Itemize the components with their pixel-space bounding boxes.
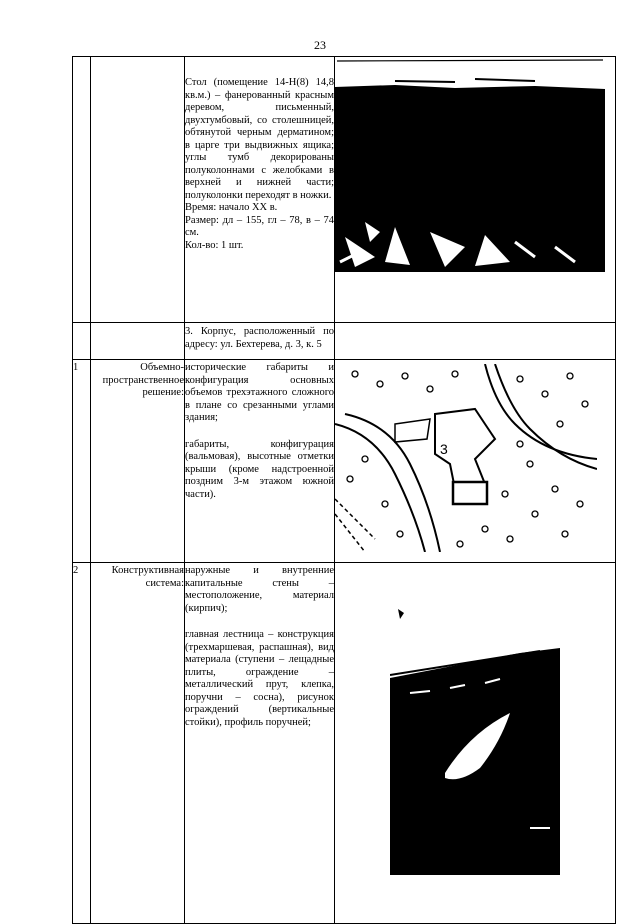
description-paragraph: габариты, конфигурация (вальмовая), высотные отметки крыши (кроме надстроенной поздним 3-м этажом южной части). <box>185 438 334 500</box>
row-number: 1 <box>73 360 91 563</box>
building-address: 3. Корпус, расположенный по адресу: ул. Бехтерева, д. 3, к. 5 <box>185 326 334 350</box>
image-cell <box>335 57 616 323</box>
desk-size: Размер: дл – 155, гл – 78, в – 74 см. <box>185 214 334 238</box>
element-description <box>185 563 335 924</box>
row-number <box>73 323 91 360</box>
desk-description: Стол (помещение 14-Н(8) 14,8 кв.м.) – фанерованный красным деревом, письменный, двухтумбовый, со столешницей, обтянутой черным дерматином; в царге три выдвижных ящика; углы тумб декорированы полуколоннами с желобками в верхней и нижней части; полуколонки переходят в ножки. <box>185 77 334 201</box>
element-name: Объемно-пространственное решение: <box>91 360 185 563</box>
element-description <box>185 57 335 323</box>
table-row <box>73 360 616 563</box>
table-row <box>73 563 616 924</box>
row-number <box>73 57 91 323</box>
image-cell <box>335 563 616 924</box>
staircase-photo <box>390 603 560 875</box>
table-row <box>73 57 616 323</box>
page-number: 23 <box>314 38 326 52</box>
element-description <box>185 360 335 563</box>
desk-quantity: Кол-во: 1 шт. <box>185 239 244 251</box>
row-number: 2 <box>73 563 91 924</box>
element-name <box>91 57 185 323</box>
image-cell <box>335 360 616 563</box>
element-name: Конструктивная система: <box>91 563 185 924</box>
table-row <box>73 323 616 360</box>
description-paragraph: исторические габариты и конфигурация основных объемов трехэтажного сложного в плане со срезанными углами здания; <box>185 362 334 423</box>
building-number-label: 3 <box>440 441 448 457</box>
description-paragraph: наружные и внутренние капитальные стены – местоположение, материал (кирпич); <box>185 565 334 614</box>
desk-photo <box>335 57 605 272</box>
desk-time: Время: начало XX в. <box>185 202 278 213</box>
description-paragraph: главная лестница – конструкция (трехмаршевая, распашная), вид материала (ступени – лещадные плиты, ограждение – металлический прут, клепка, поручни – сосна), рисунок ограждений (вертикальные стойки), профиль поручней; <box>185 629 334 728</box>
image-cell <box>335 323 616 360</box>
site-plan-map <box>335 364 597 552</box>
building-heading <box>185 323 335 360</box>
element-name <box>91 323 185 360</box>
heritage-table <box>72 56 616 924</box>
